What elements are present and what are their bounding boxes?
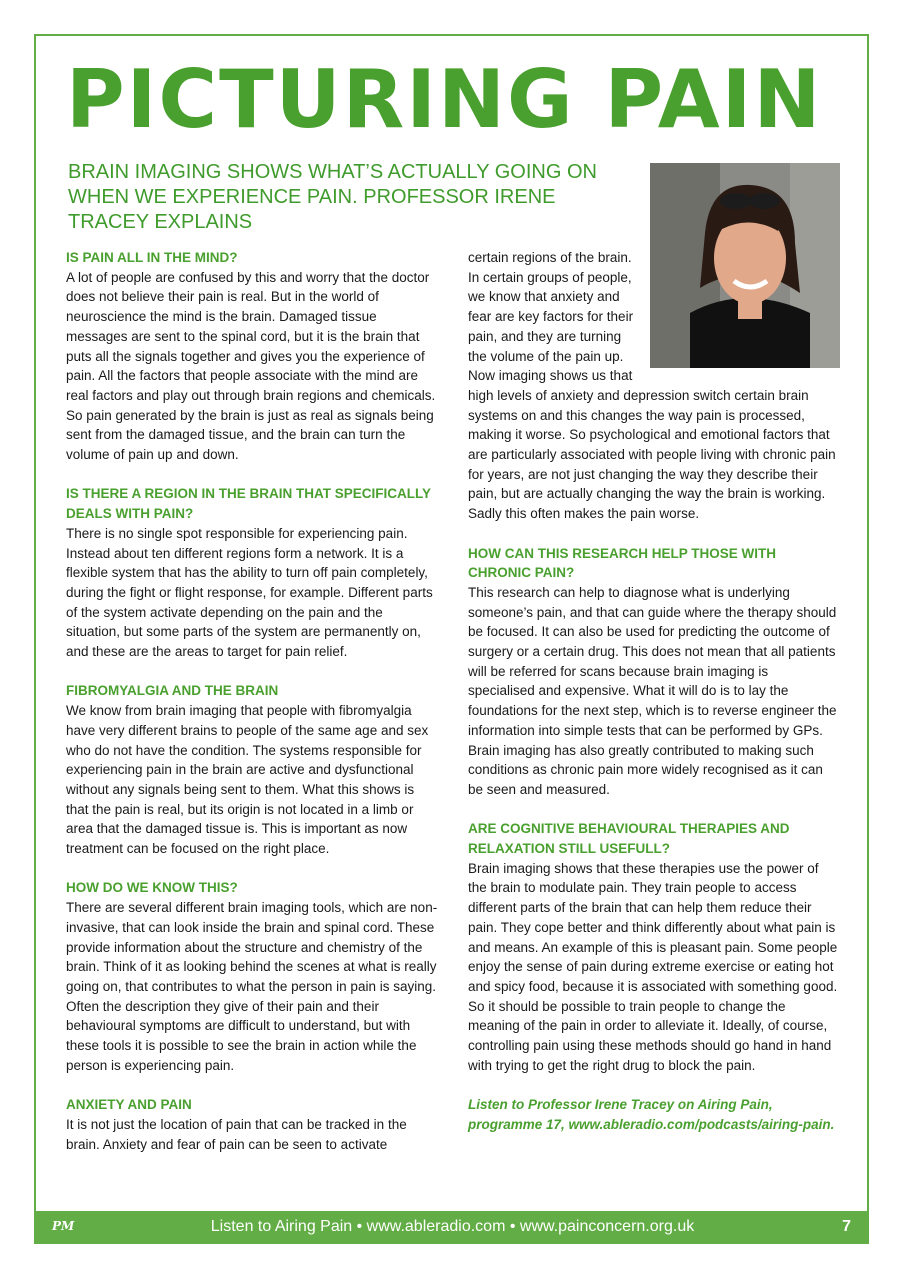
pm-logo: PM xyxy=(52,1219,75,1233)
section-research-help xyxy=(468,544,838,800)
left-column xyxy=(66,248,438,1154)
standfirst: BRAIN IMAGING SHOWS WHAT’S ACTUALLY GOING ON WHEN WE EXPERIENCE PAIN. PROFESSOR IRENE TRACEY EXPLAINS xyxy=(68,161,597,233)
section-body: A lot of people are confused by this and worry that the doctor does not believe their pain is real. But in the world of neuroscience the mind is the brain. Damaged tissue messages are sent to the spinal cord, but it is the brain that puts all the signals together and gives you the experience of pain. All the factors that people associate with the mind are real factors and play out through brain regions and chemicals. So pain generated by the brain is just as real as signals being sent from the damaged tissue, and the brain can turn the volume of pain up and down. xyxy=(66,269,436,463)
section-heading: IS THERE A REGION IN THE BRAIN THAT SPECIFICALLY DEALS WITH PAIN? xyxy=(66,486,431,522)
portrait-image xyxy=(650,163,840,368)
section-heading: FIBROMYALGIA AND THE BRAIN xyxy=(66,683,279,699)
section-heading: ARE COGNITIVE BEHAVIOURAL THERAPIES AND RELAXATION STILL USEFULL? xyxy=(468,821,790,857)
footer-bar xyxy=(36,1211,869,1244)
section-anxiety xyxy=(66,1095,438,1154)
continued-text: certain regions of the brain. In certain groups of people, we know that anxiety and fear are key factors for their pain, and they are turning the volume of the pain up. Now imaging shows us that high levels of anxiety and depression switch certain brain systems on and this changes the way pain is processed, making it worse. So psychological and emotional factors that are particularly associated with people living with chronic pain for years, are not just changing the way they describe their pain, but are actually changing the way the brain is working. Sadly this often makes the pain worse. xyxy=(468,250,836,522)
section-heading: HOW DO WE KNOW THIS? xyxy=(66,880,238,896)
podcast-credit: Listen to Professor Irene Tracey on Airing Pain, programme 17, www.ableradio.com/podcasts/airing-pain. xyxy=(468,1097,835,1132)
section-heading: HOW CAN THIS RESEARCH HELP THOSE WITH CHRONIC PAIN? xyxy=(468,545,777,581)
section-body: Brain imaging shows that these therapies use the power of the brain to modulate pain. They train people to access different parts of the brain that can help them reduce their pain. They cope better and think differently about what pain is and means. An example of this is pleasant pain. Some people enjoy the sense of pain during extreme exercise or eating hot and spicy food, because it is associated with something good. So it should be possible to train people to change the meaning of the pain in order to alleviate it. Ideally, of course, controlling pain using these methods should go hand in hand with trying to get the right drug to block the pain. xyxy=(468,860,838,1073)
page-number: 7 xyxy=(842,1218,851,1235)
section-region-in-brain xyxy=(66,484,438,661)
page-title: PICTURING PAIN xyxy=(66,53,823,146)
right-column xyxy=(468,248,838,1135)
section-heading: IS PAIN ALL IN THE MIND? xyxy=(66,250,238,265)
section-body: It is not just the location of pain that can be tracked in the brain. Anxiety and fear of pain can be seen to activate xyxy=(66,1116,407,1152)
footer-text: Listen to Airing Pain • www.ableradio.com • www.painconcern.org.uk xyxy=(210,1218,695,1235)
section-credit xyxy=(468,1095,838,1134)
portrait-photo xyxy=(650,163,840,368)
section-cbt-relaxation xyxy=(468,819,838,1075)
section-body: This research can help to diagnose what is underlying someone’s pain, and that can guide where the therapy should be focused. It can also be used for predicting the outcome of surgery or a certain drug. This does not mean that all patients will be referred for scans because brain imaging is specialised and expensive. What it will do is to lay the foundations for the next step, which is to reverse engineer the information into simple tests that can be performed by GPs. Brain imaging has also greatly contributed to making such conditions as chronic pain more widely recognised as it can be seen and measured. xyxy=(468,584,837,797)
section-pain-in-mind xyxy=(66,248,438,465)
section-how-do-we-know xyxy=(66,878,438,1075)
section-fibromyalgia xyxy=(66,681,438,858)
section-heading: ANXIETY AND PAIN xyxy=(66,1097,192,1113)
section-body: There are several different brain imaging tools, which are non-invasive, that can look inside the brain and spinal cord. These provide information about the structure and chemistry of the brain. Think of it as looking behind the scenes at what is really going on, that contributes to what the person in pain is saying. Often the description they give of their pain and their behavioural symptoms are difficult to understand, but with these tools it is possible to see the brain in action while the person is experiencing pain. xyxy=(66,900,438,1073)
section-body: We know from brain imaging that people with fibromyalgia have very different brains to people of the same age and sex who do not have the condition. The systems responsible for experiencing pain in the brain are active and dysfunctional without any signals being sent to them. What this shows is that the pain is real, but its origin is not located in a limb or area that the damaged tissue is. This is important as now treatment can be focused on the right place. xyxy=(66,703,429,857)
section-body: There is no single spot responsible for experiencing pain. Instead about ten different regions form a network. It is a flexible system that has the ability to turn off pain completely, during the fight or flight response, for example. Different parts of the system activate depending on the pain and the situation, but some parts of the system are permanently on, and these are the areas to target for pain relief. xyxy=(66,525,433,660)
